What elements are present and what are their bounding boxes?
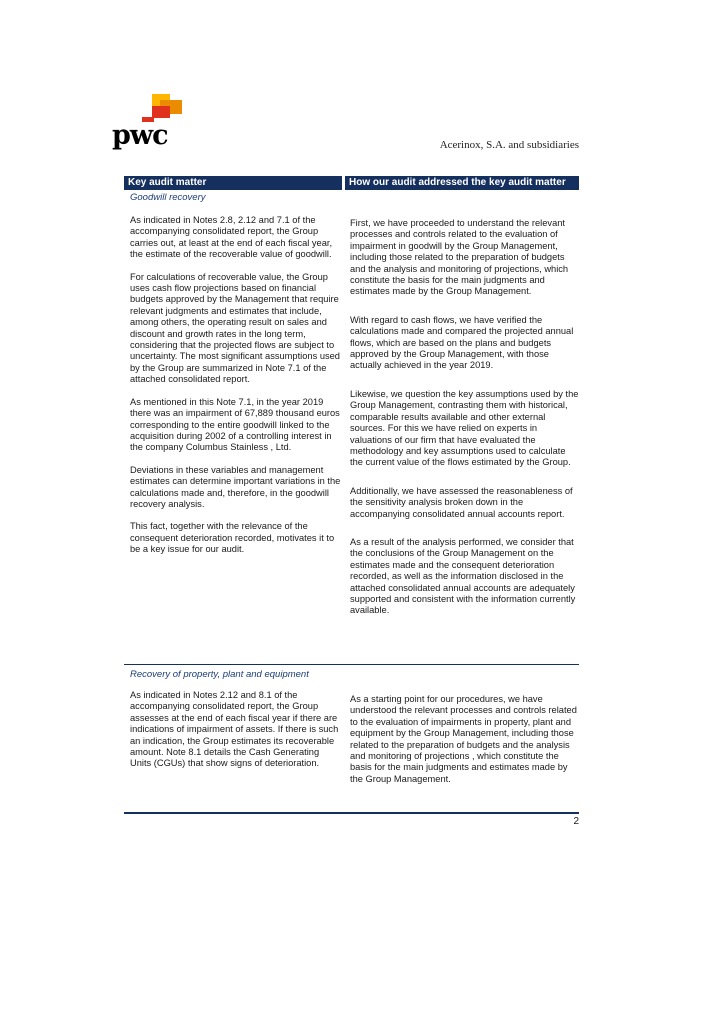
paragraph: First, we have proceeded to understand the relevant processes and controls related to the evaluation of impairment in goodwill by the Group Management, including those related to the preparation of budgets and the analysis and monitoring of projections, which constitute the basis for the main judgments and estimates made by the Group Management.: [350, 218, 569, 297]
section-title-ppe: Recovery of property, plant and equipment: [130, 669, 309, 680]
paragraph: As indicated in Notes 2.12 and 8.1 of the accompanying consolidated report, the Group assesses at the end of each fiscal year if there are indications of impairment of assets. If there is such an indication, the Group estimates its recoverable amount. Note 8.1 details the Cash Generating Units (CGUs) that show signs of deterioration.: [130, 690, 339, 769]
logo-text: pwc: [112, 120, 168, 151]
paragraph: With regard to cash flows, we have verified the calculations made and compared the projected annual flows, which are based on the plans and budgets approved by the Group Management, with those actually achieved in the year 2019.: [350, 314, 574, 371]
paragraph: As indicated in Notes 2.8, 2.12 and 7.1 of the accompanying consolidated report, the Group carries out, at least at the end of each fiscal year, the estimate of the recoverable value of goodwill.: [130, 215, 333, 260]
audit-response-header: How our audit addressed the key audit matter: [345, 176, 579, 190]
goodwill-key-matter-text: [130, 215, 342, 567]
ppe-key-matter-text: [130, 690, 342, 781]
paragraph: This fact, together with the relevance of the consequent deterioration recorded, motivates it to be a key issue for our audit.: [130, 521, 335, 555]
key-audit-matter-header: Key audit matter: [124, 176, 342, 190]
ppe-audit-response-text: [350, 694, 579, 796]
page-number: 2: [573, 816, 579, 827]
paragraph: As a result of the analysis performed, we consider that the conclusions of the Group Management on the estimates made and the consequent deterioration recorded, as well as the information disclosed in the attached consolidated annual accounts are adequately supported and consistent with the information currently available.: [350, 536, 576, 616]
goodwill-audit-response-text: [350, 218, 579, 628]
section-title-goodwill: Goodwill recovery: [130, 192, 206, 203]
paragraph: As mentioned in this Note 7.1, in the year 2019 there was an impairment of 67,889 thousand euros corresponding to the entire goodwill linked to the acquisition during 2002 of a controlling interest in the company Columbus Stainless , Ltd.: [130, 396, 340, 453]
paragraph: As a starting point for our procedures, we have understood the relevant processes and controls related to the evaluation of impairments in property, plant and equipment by the Group Management, including those related to the preparation of budgets and the analysis and monitoring of projections , which constitute the basis for the main judgments and estimates made by the Group Management.: [350, 694, 577, 784]
paragraph: For calculations of recoverable value, the Group uses cash flow projections based on financial budgets approved by the Management that require relevant judgments and estimates that include, among others, the operating result on sales and discount and growth rates in the long term, considering that the projected flows are subject to uncertainty. The most significant assumptions used by the Group are summarized in Note 7.1 of the attached consolidated report.: [130, 271, 340, 385]
footer-rule: [124, 812, 579, 814]
pwc-logo: [112, 94, 192, 154]
paragraph: Additionally, we have assessed the reasonableness of the sensitivity analysis broken down in the accompanying consolidated annual accounts report.: [350, 485, 573, 519]
paragraph: Likewise, we question the key assumptions used by the Group Management, contrasting them with historical, comparable results available and other external sources. For this we have relied on experts in valuations of our firm that have evaluated the methodology and key assumptions used to calculate the current value of the flows estimated by the Group.: [350, 388, 579, 468]
paragraph: Deviations in these variables and management estimates can determine important variations in the calculations made and, therefore, in the goodwill recovery analysis.: [130, 464, 341, 509]
section-divider: [124, 664, 579, 665]
company-name: Acerinox, S.A. and subsidiaries: [439, 139, 579, 151]
